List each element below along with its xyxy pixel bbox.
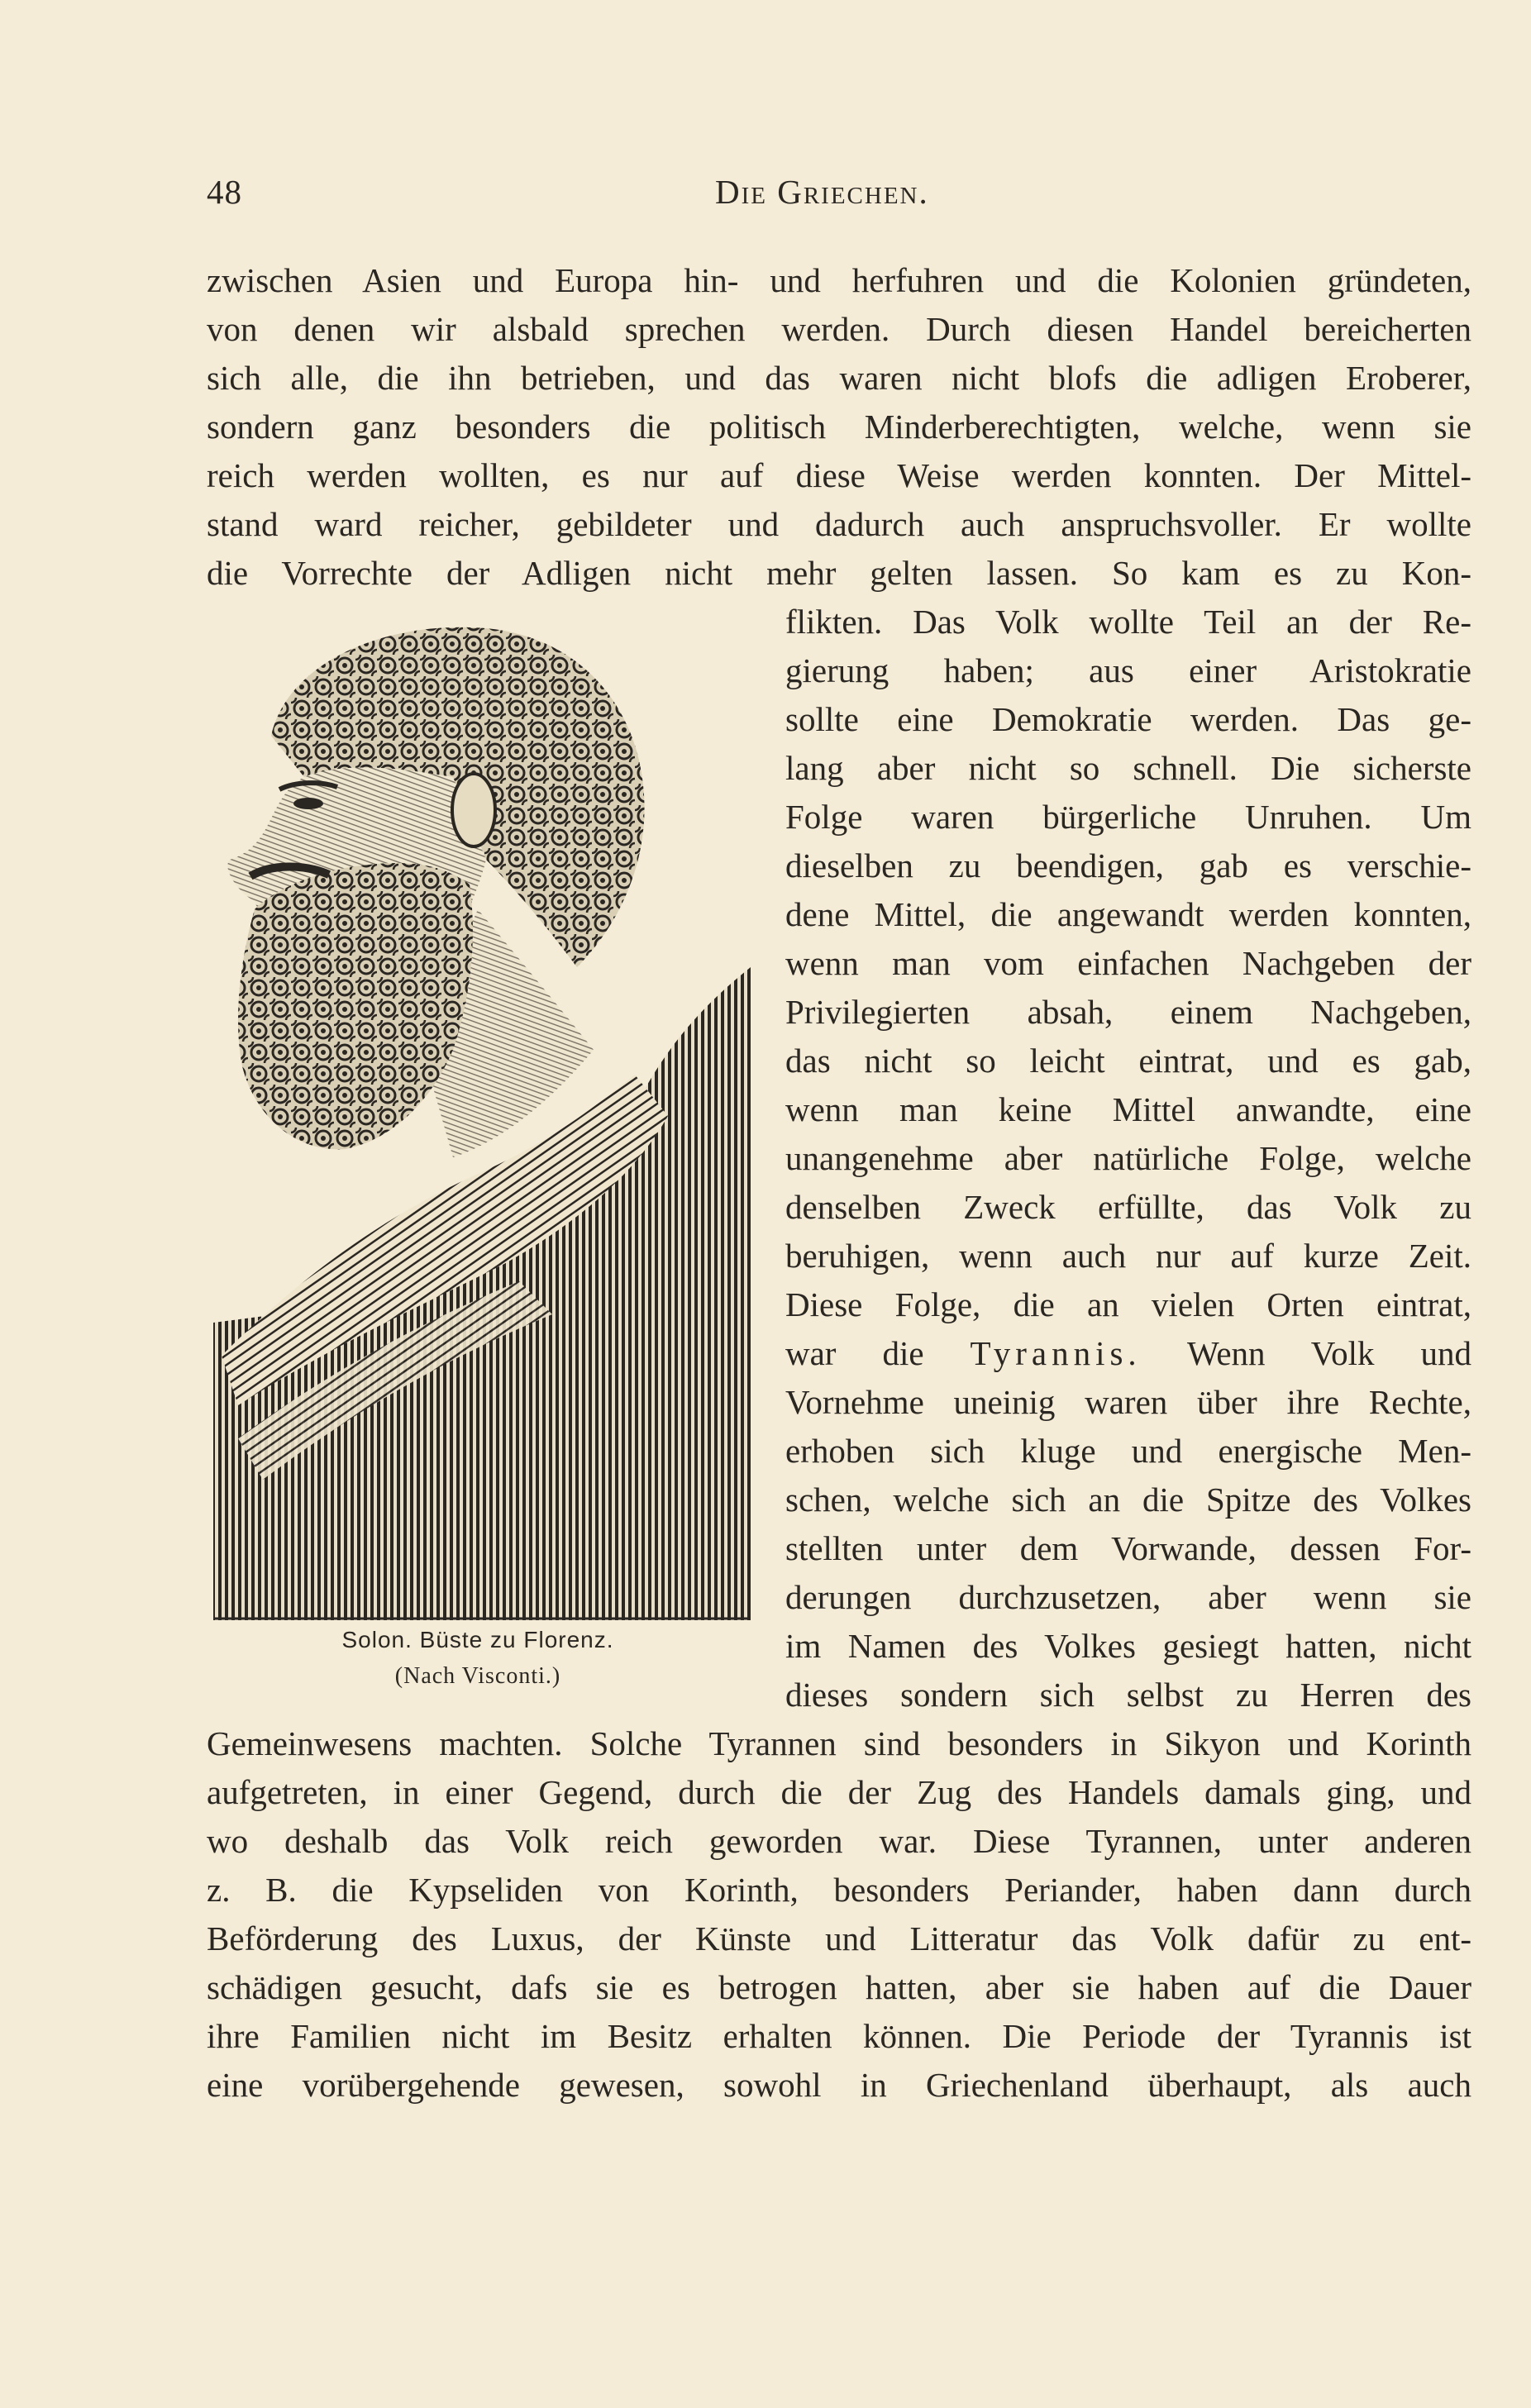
text-line: wenn man vom einfachen Nachgeben der [785,944,1471,982]
text-line: lang aber nicht so schnell. Die sicherste [785,749,1471,787]
page-header [207,172,1471,222]
text-line: sollte eine Demokratie werden. Das ge- [785,700,1471,738]
text-line: zwischen Asien und Europa hin- und herfuhren und die Kolonien gründeten, [207,261,1471,299]
text-fragment: war die [785,1334,924,1372]
text-line: z. B. die Kypseliden von Korinth, besonders Periander, haben dann durch [207,1871,1471,1909]
text-line: eine vorübergehende gewesen, sowohl in Griechenland überhaupt, als auch [207,2066,1471,2104]
text-line: sich alle, die ihn betrieben, und das waren nicht blofs die adligen Eroberer, [207,359,1471,397]
running-title: Die Griechen. [715,173,929,211]
text-line: die Vorrechte der Adligen nicht mehr gelten lassen. So kam es zu Kon- [207,554,1471,592]
text-line: unangenehme aber natürliche Folge, welche [785,1139,1471,1177]
text-line: erhoben sich kluge und energische Men- [785,1432,1471,1470]
bust-illustration [205,612,751,1620]
text-line: Beförderung des Luxus, der Künste und Litteratur das Volk dafür zu ent- [207,1919,1471,1957]
text-line: aufgetreten, in einer Gegend, durch die der Zug des Handels damals ging, und [207,1773,1471,1811]
text-line-tyrannis [785,1329,1471,1378]
text-line: Folge waren bürgerliche Unruhen. Um [785,798,1471,836]
text-line: beruhigen, wenn auch nur auf kurze Zeit. [785,1237,1471,1275]
text-line: Privilegierten absah, einem Nachgeben, [785,993,1471,1031]
text-fragment: Wenn Volk und [1186,1334,1471,1372]
text-line: derungen durchzusetzen, aber wenn sie [785,1578,1471,1616]
text-line: schen, welche sich an die Spitze des Volkes [785,1481,1471,1519]
text-line: wo deshalb das Volk reich geworden war. Diese Tyrannen, unter anderen [207,1822,1471,1860]
text-line: Diese Folge, die an vielen Orten eintrat, [785,1285,1471,1323]
text-line: dieses sondern sich selbst zu Herren des [785,1676,1471,1714]
text-line: von denen wir alsbald sprechen werden. Durch diesen Handel bereicherten [207,310,1471,348]
text-line: wenn man keine Mittel anwandte, eine [785,1090,1471,1128]
figure-caption: Solon. Büste zu Florenz. [341,1627,614,1652]
text-line: stellten unter dem Vorwande, dessen For- [785,1529,1471,1567]
text-line: dene Mittel, die angewandt werden konnten, [785,895,1471,933]
text-line: denselben Zweck erfüllte, das Volk zu [785,1188,1471,1226]
text-line: Vornehme uneinig waren über ihre Rechte, [785,1383,1471,1421]
text-line: schädigen gesucht, dafs sie es betrogen hatten, aber sie haben auf die Dauer [207,1968,1471,2006]
emphasized-word: Tyrannis. [970,1334,1142,1372]
text-line: ihre Familien nicht im Besitz erhalten können. Die Periode der Tyrannis ist [207,2017,1471,2055]
text-line: das nicht so leicht eintrat, und es gab, [785,1042,1471,1080]
text-line: flikten. Das Volk wollte Teil an der Re- [785,603,1471,641]
text-line: dieselben zu beendigen, gab es verschie- [785,846,1471,885]
bust-beard [238,863,473,1149]
text-line: gierung haben; aus einer Aristokratie [785,651,1471,689]
figure-source: (Nach Visconti.) [394,1663,561,1689]
text-line: Gemeinwesens machten. Solche Tyrannen sind besonders in Sikyon und Korinth [207,1724,1471,1762]
text-line: reich werden wollten, es nur auf diese Weise werden konnten. Der Mittel- [207,456,1471,494]
page-number: 48 [207,173,242,211]
bust-ear [452,774,495,846]
text-line: sondern ganz besonders die politisch Minderberechtigten, welche, wenn sie [207,408,1471,446]
text-line: im Namen des Volkes gesiegt hatten, nicht [785,1627,1471,1665]
text-line: stand ward reicher, gebildeter und dadurch auch anspruchsvoller. Er wollte [207,505,1471,543]
